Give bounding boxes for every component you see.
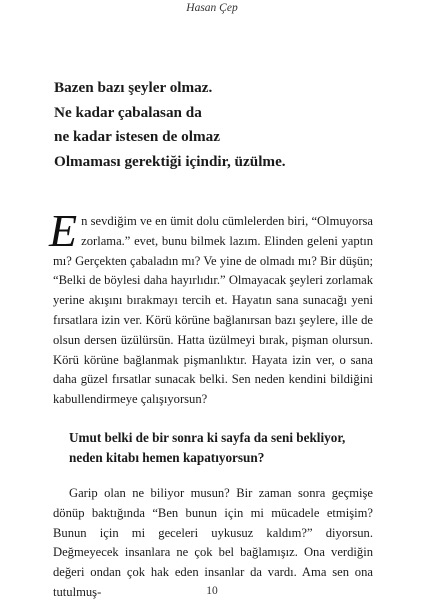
body-paragraph-2: Garip olan ne biliyor musun? Bir zaman sonra geçmişe dönüp baktığında “Ben bunun için mi mücadele etmişim? Bunun için mi geceleri uykusuz kaldım?” diyorsun. Değmeyecek insanlara ne çok bel bağlamışız. Ona verdiğin değeri ondan çok hak eden insanlar da vardı. Ama sen ona tutulmuş-	[53, 486, 373, 599]
paragraph-text: n sevdiğim ve en ümit dolu cümlelerden biri, “Olmuyorsa zorlama.” evet, bunu bilmek lazım. Elinden geleni yaptın mı? Gerçekten çabaladın mı? Ve yine de olmadı mı? Bir düşün; “Belki de böylesi daha hayırlıdır.” Olmayacak şeyleri zorlamak yerine akışını bırakmayı tercih et. Hayatın sana sunacağı yeni fırsatlara izin ver. Körü körüne bağlanırsan bazı şeylere, ille de olsun dersen üzülürsün. Hatta üzülmeyi bırak, pişman olursun. Körü körüne bağlanmak pişmanlıktır. Hayata izin ver, o sana daha güzel fırsatlar sunacak belki. Sen neden kendini bildiğini kabullendirmeye çalışıyorsun?	[53, 214, 373, 407]
running-header-author: Hasan Çep	[186, 2, 238, 14]
bold-question: Umut belki de bir sonra ki sayfa da seni bekliyor, neden kitabı hemen kapatıyorsun?	[69, 430, 346, 465]
quote-line: Olmaması gerektiği içindir, üzülme.	[54, 152, 286, 170]
body-paragraph-1	[49, 205, 373, 410]
quote-line: Bazen bazı şeyler olmaz.	[54, 79, 213, 96]
epigraph-quote	[54, 76, 384, 174]
drop-cap-letter: E	[49, 205, 78, 256]
quote-line: ne kadar istesen de olmaz	[54, 128, 220, 145]
page-number: 10	[206, 585, 218, 597]
quote-line: Ne kadar çabalasan da	[54, 103, 202, 121]
